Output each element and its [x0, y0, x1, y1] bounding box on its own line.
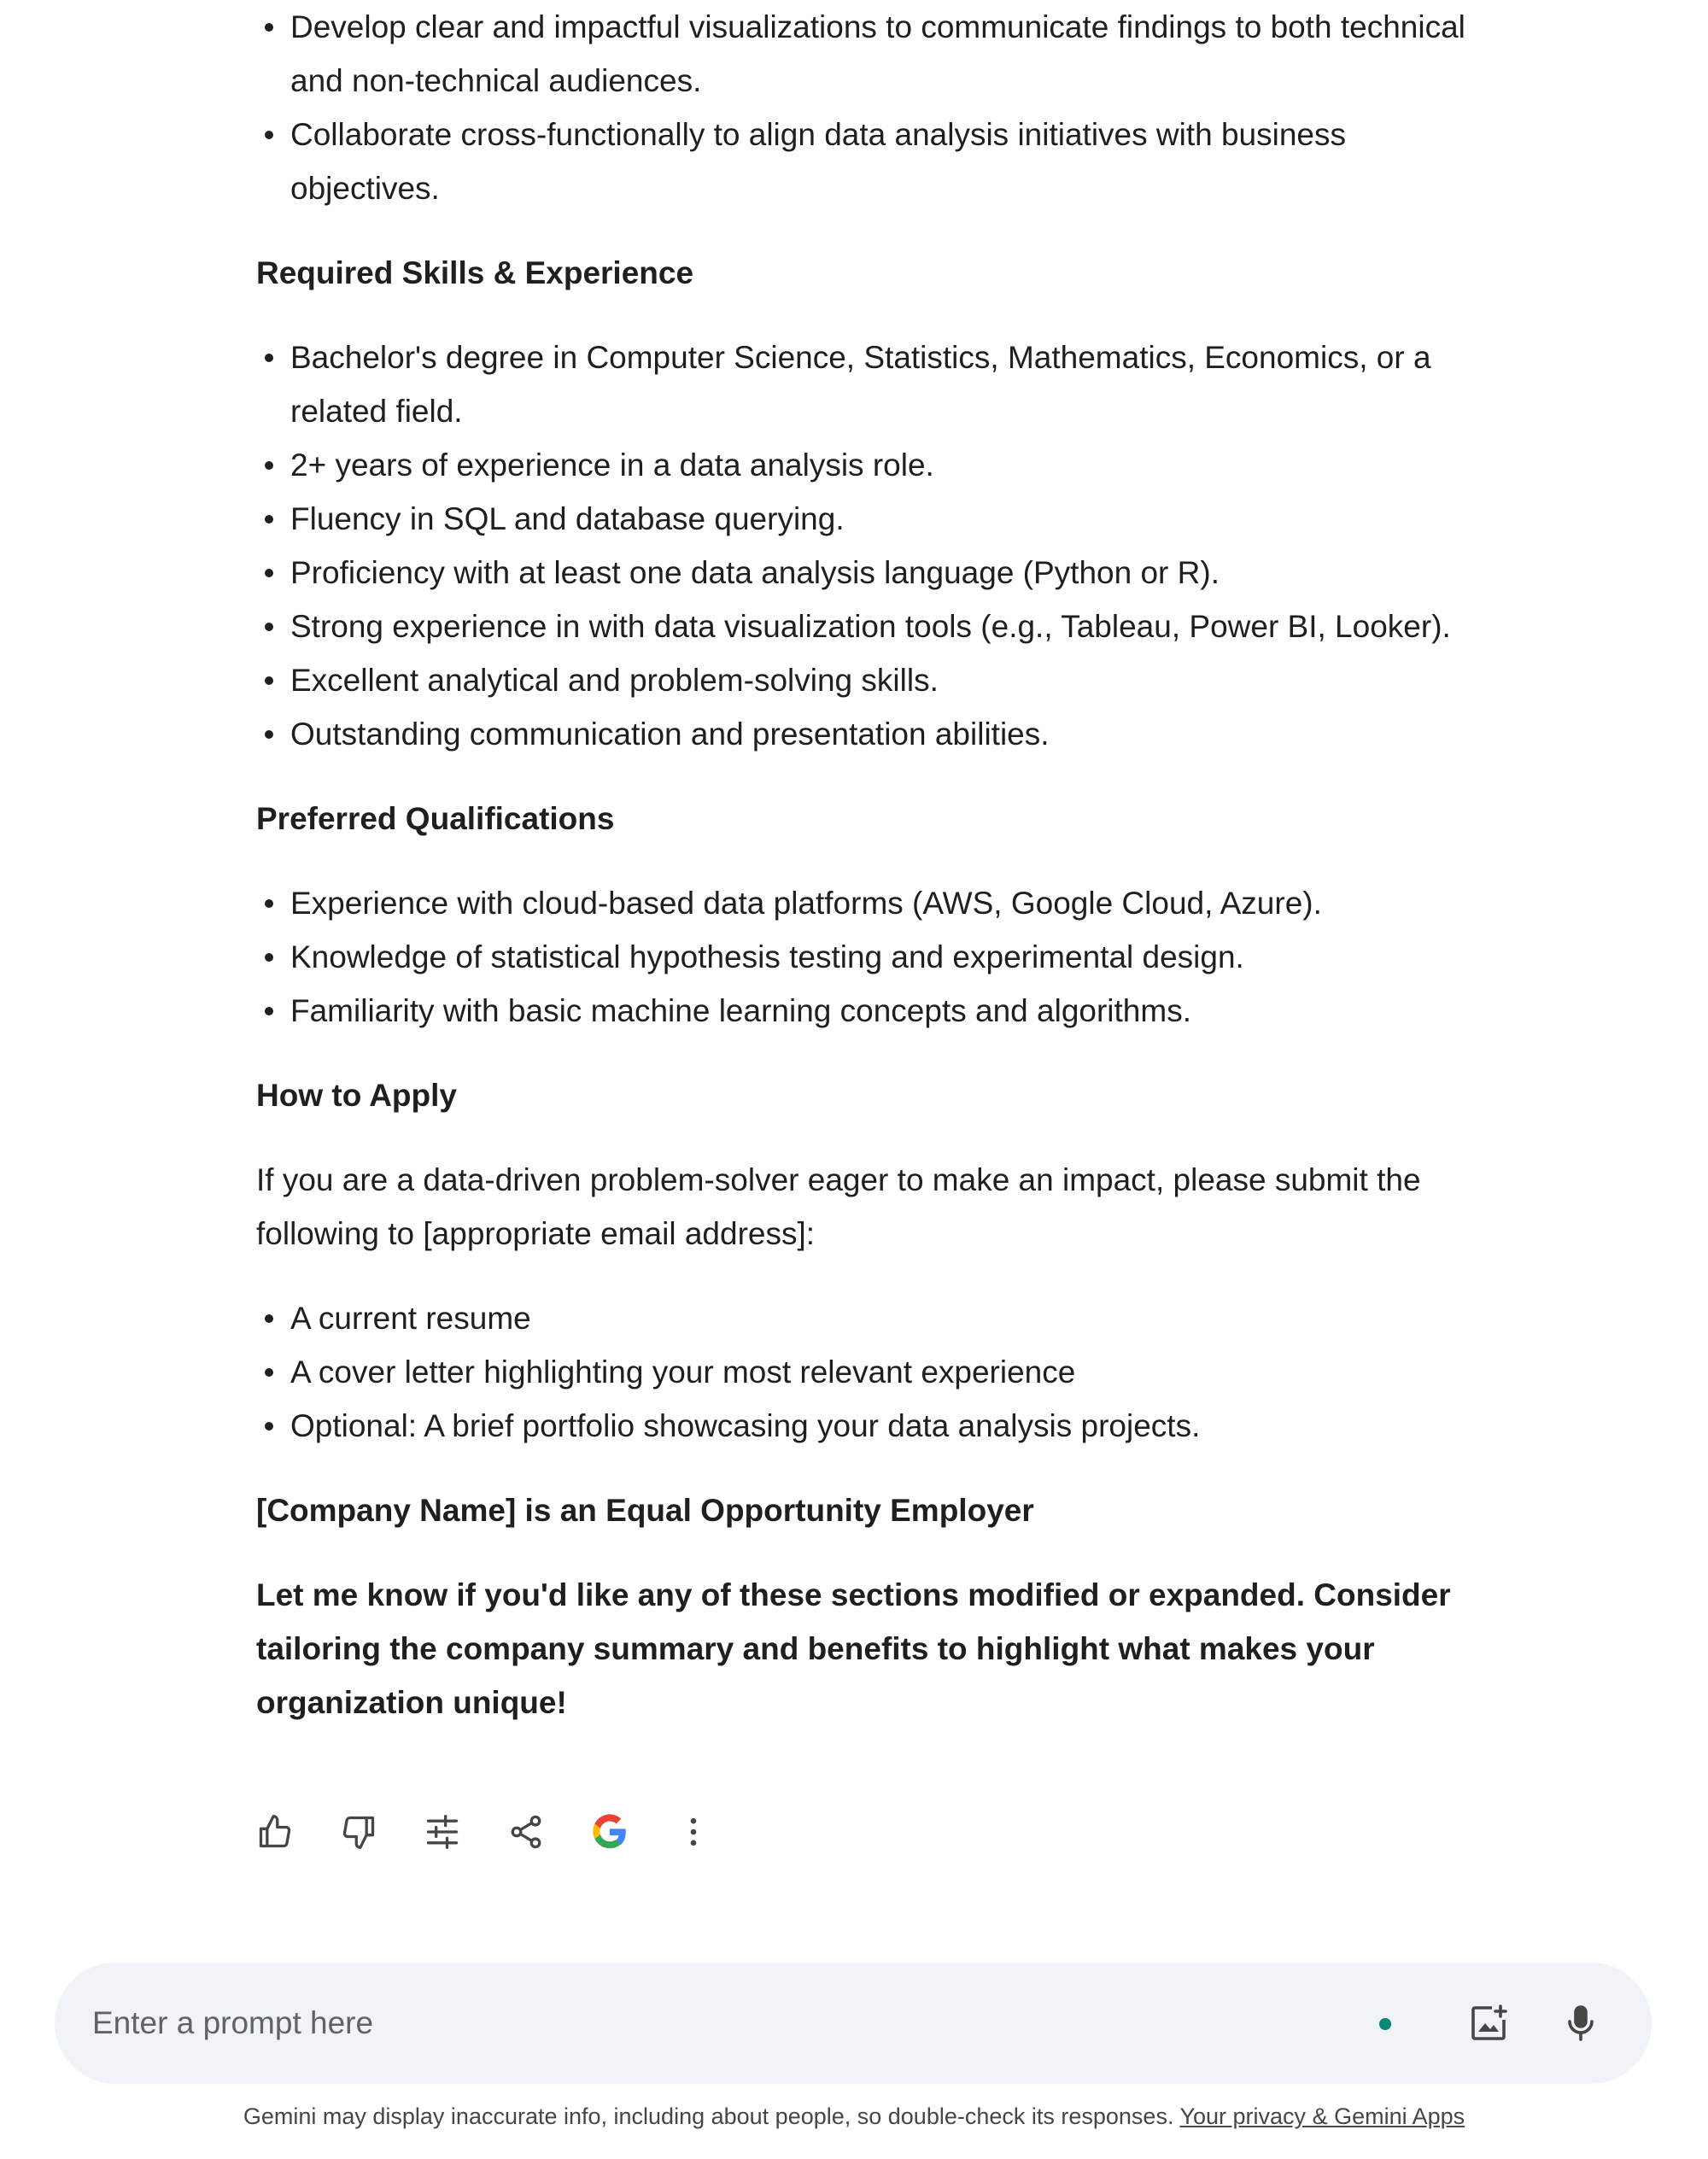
list-item: 2+ years of experience in a data analysis role. [290, 438, 1469, 492]
list-item: Proficiency with at least one data analysis language (Python or R). [290, 546, 1469, 600]
how-to-apply-heading: How to Apply [256, 1078, 457, 1113]
apply-items-list [256, 1291, 1469, 1453]
add-image-icon [1468, 2003, 1509, 2044]
list-item: Develop clear and impactful visualizations to communicate findings to both technical and non-technical audiences. [290, 0, 1469, 108]
list-item: Fluency in SQL and database querying. [290, 492, 1469, 546]
preferred-qualifications-heading: Preferred Qualifications [256, 801, 615, 836]
list-item: Strong experience in with data visualization tools (e.g., Tableau, Power BI, Looker). [290, 600, 1469, 653]
list-item: Bachelor's degree in Computer Science, Statistics, Mathematics, Economics, or a related field. [290, 331, 1469, 438]
modify-response-button[interactable] [420, 1810, 465, 1854]
prompt-bar [55, 1963, 1652, 2084]
list-item: Experience with cloud-based data platforms (AWS, Google Cloud, Azure). [290, 876, 1469, 930]
list-item: Outstanding communication and presentation abilities. [290, 707, 1469, 761]
closing-note: Let me know if you'd like any of these sections modified or expanded. Consider tailoring the company summary and benefits to highlight what makes your organization unique! [256, 1577, 1451, 1720]
preferred-qualifications-list [256, 876, 1469, 1038]
more-options-button[interactable] [671, 1810, 716, 1854]
more-options-icon [675, 1813, 712, 1851]
disclaimer [0, 2103, 1708, 2130]
list-item: Knowledge of statistical hypothesis testing and experimental design. [290, 930, 1469, 984]
intro-bullet-list [256, 0, 1469, 215]
microphone-button[interactable] [1556, 1998, 1606, 2048]
thumbs-up-button[interactable] [253, 1810, 297, 1854]
required-skills-list [256, 331, 1469, 761]
how-to-apply-text: If you are a data-driven problem-solver eager to make an impact, please submit the following to [appropriate email address]: [256, 1162, 1421, 1251]
upload-image-button[interactable] [1464, 1998, 1513, 2048]
share-icon [507, 1813, 545, 1851]
list-item: Optional: A brief portfolio showcasing your data analysis projects. [290, 1399, 1469, 1453]
thumbs-down-button[interactable] [336, 1810, 381, 1854]
list-item: A cover letter highlighting your most relevant experience [290, 1345, 1469, 1399]
share-button[interactable] [504, 1810, 548, 1854]
double-check-google-button[interactable] [588, 1810, 632, 1854]
equal-opportunity-statement: [Company Name] is an Equal Opportunity Employer [256, 1493, 1034, 1528]
required-skills-heading: Required Skills & Experience [256, 255, 694, 290]
privacy-link[interactable]: Your privacy & Gemini Apps [1179, 2103, 1465, 2129]
list-item: Excellent analytical and problem-solving skills. [290, 653, 1469, 707]
google-search-icon [591, 1813, 629, 1851]
list-item: A current resume [290, 1291, 1469, 1345]
response-actions-bar [253, 1805, 755, 1859]
list-item: Familiarity with basic machine learning concepts and algorithms. [290, 984, 1469, 1038]
thumbs-down-icon [340, 1813, 377, 1851]
prompt-input[interactable] [92, 1997, 1288, 2050]
modify-response-icon [424, 1813, 461, 1851]
status-dot [1379, 2018, 1391, 2030]
list-item: Collaborate cross-functionally to align data analysis initiatives with business objectives. [290, 108, 1469, 215]
thumbs-up-icon [256, 1813, 294, 1851]
microphone-icon [1560, 2003, 1601, 2044]
disclaimer-text: Gemini may display inaccurate info, including about people, so double-check its responses. [243, 2103, 1174, 2129]
response-content [256, 0, 1469, 1729]
